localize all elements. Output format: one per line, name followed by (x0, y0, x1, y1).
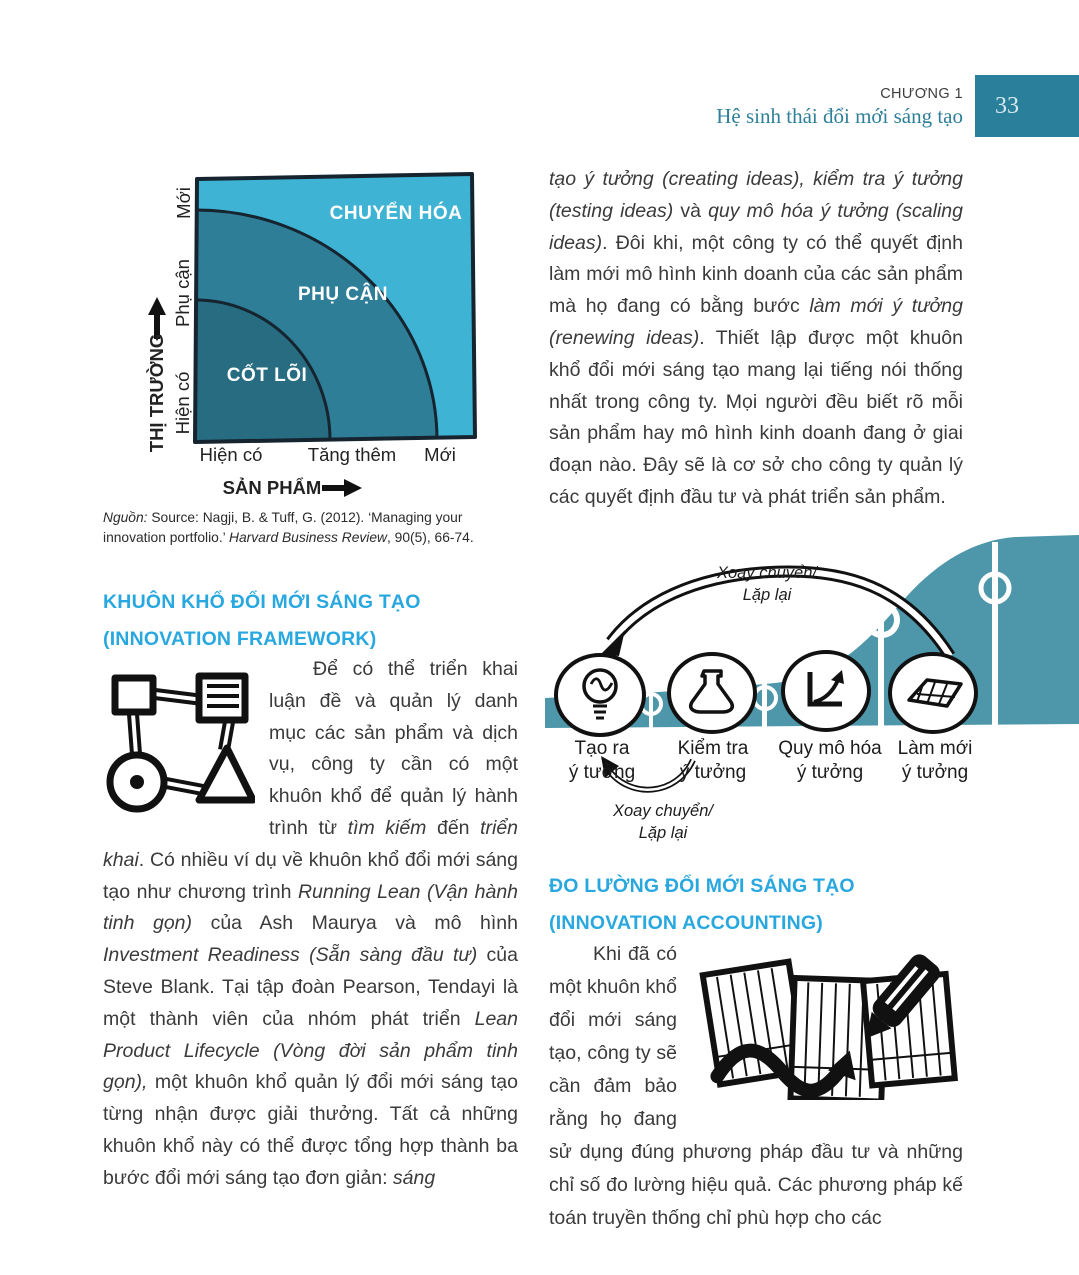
step4-label-line1: Làm mới (897, 738, 973, 759)
up-arrow-icon (148, 297, 166, 339)
x-tick-new: Mới (424, 444, 456, 465)
matrix-caption: Nguồn: Source: Nagji, B. & Tuff, G. (2012). ‘Managing your innovation portfolio.’ Harvard Business Review, 90(5), 66-74. (103, 510, 474, 545)
chapter-label: CHƯƠNG 1 (880, 86, 963, 102)
x-axis-label: SẢN PHẨM (222, 477, 322, 498)
accounting-heading (549, 868, 979, 942)
top-arrow-label-line1: Xoay chuyển/ (717, 564, 817, 582)
step2-label-line2: ý tưởng (679, 762, 747, 783)
step2-label-line1: Kiểm tra (677, 738, 749, 759)
matrix-label-outer: CHUYỂN HÓA (329, 203, 463, 224)
accounting-heading-line2: (INNOVATION ACCOUNTING) (549, 912, 823, 934)
step1-label-line1: Tạo ra (574, 738, 630, 759)
x-tick-incremental: Tăng thêm (307, 444, 397, 465)
charts-and-pen-doodle-icon (693, 940, 963, 1100)
accounting-paragraph-text: Khi đã có một khuôn khổ đổi mới sáng tạo, công ty sẽ cần đảm bảo rằng họ đang sử dụng đúng phương pháp đầu tư và những chỉ số đo lường hiệu quả. Các phương pháp kế toán truyền thống chỉ phù hợp cho các (549, 943, 963, 1229)
framework-heading-line1: KHUÔN KHỔ ĐỔI MỚI SÁNG TẠO (103, 591, 421, 613)
continuation-paragraph: tạo ý tưởng (creating ideas), kiểm tra ý tưởng (testing ideas) và quy mô hóa ý tưởng (scaling ideas). Đôi khi, một công ty có thể quyết định làm mới mô hình kinh doanh của các sản phẩm mà họ đang có bằng bước làm mới ý tưởng (renewing ideas). Thiết lập được một khuôn khổ đổi mới sáng tạo mang lại tiếng nói thống nhất trong công ty. Mọi người đều biết rõ mỗi sản phẩm hay mô hình kinh doanh đang ở giai đoạn nào. Đây sẽ là cơ sở cho công ty quản lý các quyết định đầu tư và phát triển sản phẩm. (549, 168, 964, 508)
y-tick-adjacent: Phụ cận (172, 259, 193, 327)
step-labels (569, 738, 973, 783)
framework-heading (103, 584, 533, 658)
accounting-heading-line1: ĐO LƯỜNG ĐỔI MỚI SÁNG TẠO (549, 875, 855, 897)
framework-paragraph (103, 654, 518, 1195)
top-arrow-label-line2: Lặp lại (742, 586, 792, 604)
y-tick-existing: Hiện có (172, 371, 193, 435)
framework-heading-line2: (INNOVATION FRAMEWORK) (103, 628, 377, 650)
bottom-arrow-label-line1: Xoay chuyển/ (613, 802, 713, 820)
accounting-paragraph (549, 938, 963, 1235)
framework-paragraph-text: Để có thể triển khai luận đề và quản lý danh mục các sản phẩm và dịch vụ, công ty cần có một khuôn khổ để quản lý hành trình từ tìm kiếm đến triển khai. Có nhiều ví dụ về khuôn khổ đổi mới sáng tạo như chương trình Running Lean (Vận hành tinh gọn) của Ash Maurya và mô hình Investment Readiness (Sẵn sàng đầu tư) của Steve Blank. Tại tập đoàn Pearson, Tendayi là một thành viên của nhóm phát triển Lean Product Lifecycle (Vòng đời sản phẩm tinh gọn), một khuôn khổ quản lý đổi mới sáng tạo từng nhận được giải thưởng. Tất cả những khuôn khổ này có thể được tổng hợp thành ba bước đổi mới sáng tạo đơn giản: sáng (103, 658, 519, 1189)
y-axis-label: THỊ TRƯỜNG (146, 333, 167, 453)
y-tick-new: Mới (173, 187, 194, 219)
chapter-title: Hệ sinh thái đổi mới sáng tạo (716, 104, 963, 128)
page-number-badge (975, 75, 1079, 137)
x-tick-existing: Hiện có (199, 444, 263, 465)
matrix-label-inner: CỐT LÕI (226, 365, 308, 386)
bottom-arrow-label-line2: Lặp lại (638, 824, 688, 842)
right-arrow-icon (322, 479, 362, 497)
step3-label-line2: ý tưởng (796, 762, 864, 783)
step3-label-line1: Quy mô hóa (778, 738, 882, 759)
step1-label-line2: ý tưởng (568, 762, 636, 783)
innovation-machine-doodle-icon (103, 670, 255, 828)
innovation-loop-figure (545, 528, 1079, 846)
innovation-matrix-figure (100, 165, 530, 510)
matrix-label-middle: PHỤ CẬN (297, 284, 389, 305)
step4-label-line2: ý tưởng (901, 762, 969, 783)
page-number: 33 (995, 92, 1019, 119)
